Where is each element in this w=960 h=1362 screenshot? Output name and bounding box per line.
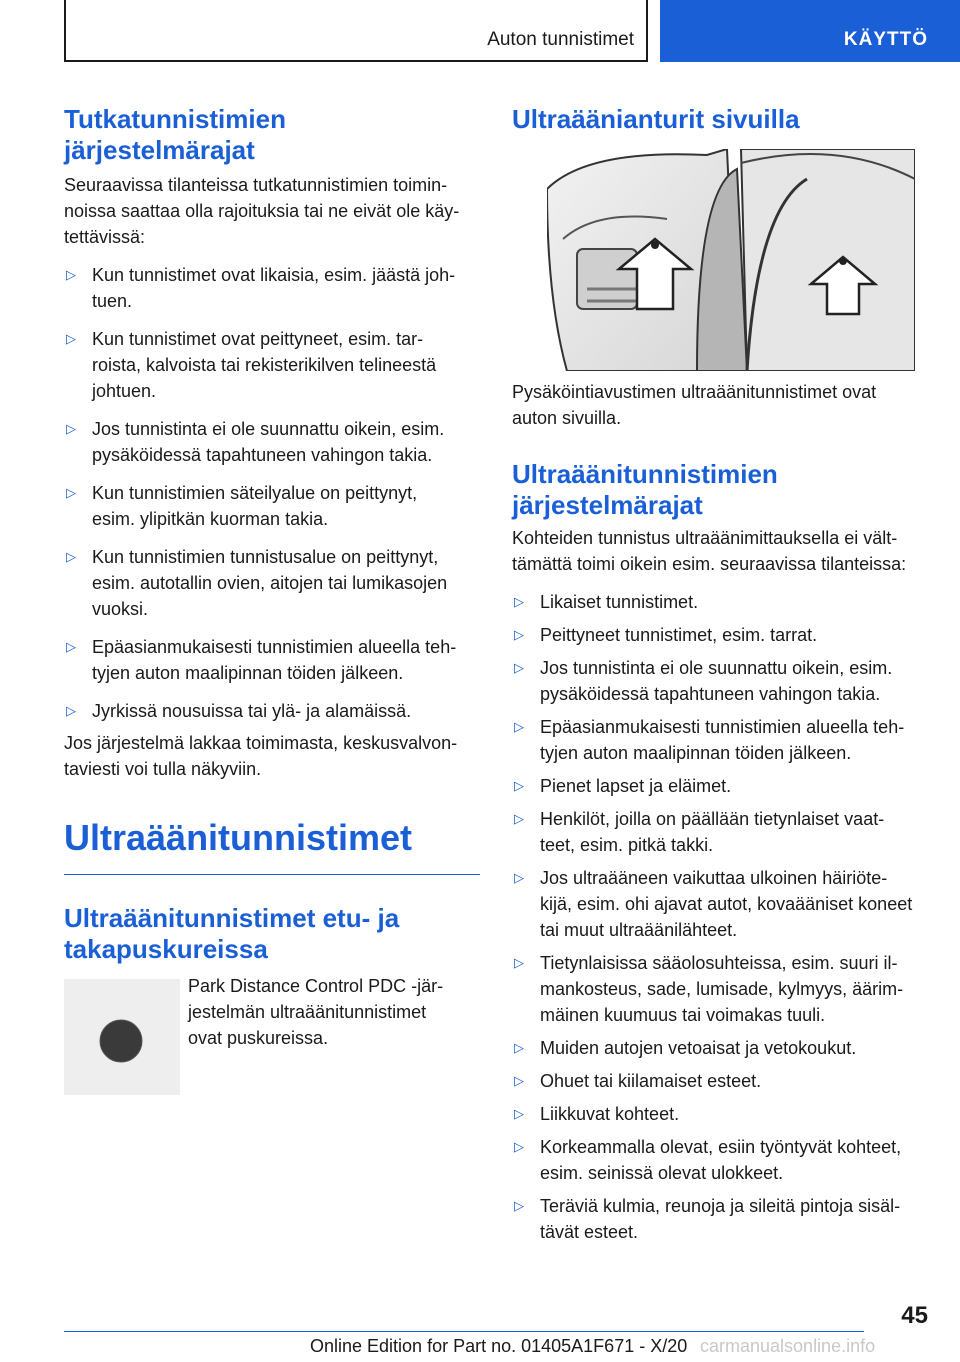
list-item-text: Jos ultraääneen vaikuttaa ulkoinen häiriöte- — [540, 868, 888, 888]
list-item — [512, 1134, 928, 1186]
list-item-text: vuoksi. — [92, 599, 149, 619]
header-section-box — [64, 0, 648, 62]
list-item-text: Epäasianmukaisesti tunnistimien alueella teh- — [540, 717, 905, 737]
caption-line: Pysäköintiavustimen ultraäänitunnistimet ovat — [512, 382, 877, 402]
list-item-text: teet, esim. pitkä takki. — [540, 835, 714, 855]
list-item-text: tuen. — [92, 291, 133, 311]
list-item-text: pysäköidessä tapahtuneen vahingon takia. — [92, 445, 433, 465]
header-section-title: Auton tunnistimet — [487, 29, 634, 50]
list-item — [64, 698, 480, 724]
list-item-text: tyjen auton maalipinnan töiden jälkeen. — [540, 743, 852, 763]
list-item — [64, 262, 480, 314]
right-column — [512, 104, 928, 1245]
list-item-text: Henkilöt, joilla on päällään tietynlaiset vaat- — [540, 809, 885, 829]
list-item-text: esim. ylipitkän kuorman takia. — [92, 509, 329, 529]
bumper-sensors-heading-line2: takapuskureissa — [64, 934, 268, 964]
ultrasonic-limits-list — [512, 589, 928, 1245]
list-item — [512, 714, 928, 766]
side-sensors-heading: Ultraäänianturit sivuilla — [512, 104, 800, 134]
bumper-sensor-text — [188, 973, 488, 1051]
list-item — [512, 865, 928, 943]
list-item-text: Teräviä kulmia, reunoja ja sileitä pintoja sisäl- — [540, 1196, 901, 1216]
list-item — [64, 634, 480, 686]
list-item-text: Kun tunnistimien tunnistusalue on peittynyt, — [92, 547, 439, 567]
list-item — [512, 1193, 928, 1245]
sensor-image — [64, 979, 180, 1095]
radar-intro — [64, 172, 480, 250]
list-item-text: Peittyneet tunnistimet, esim. tarrat. — [540, 625, 818, 645]
triangle-bullet-icon: ▷ — [66, 267, 76, 282]
triangle-bullet-icon: ▷ — [66, 703, 76, 718]
radar-intro-line: Seuraavissa tilanteissa tutkatunnistimien toimin- — [64, 175, 448, 195]
list-item — [64, 326, 480, 404]
bumper-sensors-heading-line1: Ultraäänitunnistimet etu- ja — [64, 903, 400, 933]
list-item-text: mäinen kuumuus tai voimakas tuuli. — [540, 1005, 826, 1025]
triangle-bullet-icon: ▷ — [66, 639, 76, 654]
intro-line: Kohteiden tunnistus ultraäänimittauksella ei vält- — [512, 528, 898, 548]
bumper-sensors-heading — [64, 903, 480, 965]
bumper-text-line: Park Distance Control PDC -jär- — [188, 976, 444, 996]
list-item-text: Kun tunnistimet ovat likaisia, esim. jäästä joh- — [92, 265, 456, 285]
list-item — [64, 480, 480, 532]
left-column — [64, 104, 480, 1097]
radar-outro — [64, 730, 480, 782]
list-item — [512, 655, 928, 707]
list-item-text: Muiden autojen vetoaisat ja vetokoukut. — [540, 1038, 857, 1058]
list-item-text: esim. autotallin ovien, aitojen tai lumikasojen — [92, 573, 448, 593]
ultrasonic-limits-heading-line1: Ultraäänitunnistimien — [512, 459, 778, 489]
page-number: 45 — [901, 1302, 928, 1329]
side-sensors-illustration — [547, 149, 915, 371]
triangle-bullet-icon: ▷ — [514, 870, 524, 885]
radar-limits-heading — [64, 104, 480, 166]
list-item — [512, 806, 928, 858]
list-item-text: Kun tunnistimien säteilyalue on peittynyt, — [92, 483, 418, 503]
triangle-bullet-icon: ▷ — [514, 1073, 524, 1088]
triangle-bullet-icon: ▷ — [514, 778, 524, 793]
list-item-text: Jos tunnistinta ei ole suunnattu oikein, esim. — [92, 419, 445, 439]
caption-line: auton sivuilla. — [512, 408, 622, 428]
list-item-text: roista, kalvoista tai rekisterikilven telineestä — [92, 355, 437, 375]
footer-watermark[interactable]: carmanualsonline.info — [700, 1336, 876, 1356]
triangle-bullet-icon: ▷ — [514, 811, 524, 826]
triangle-bullet-icon: ▷ — [66, 549, 76, 564]
list-item-text: Jyrkissä nousuissa tai ylä- ja alamäissä. — [92, 701, 412, 721]
ultrasonic-limits-intro — [512, 525, 928, 577]
triangle-bullet-icon: ▷ — [514, 719, 524, 734]
list-item-text: Ohuet tai kiilamaiset esteet. — [540, 1071, 762, 1091]
list-item — [512, 773, 928, 799]
radar-limits-heading-line1: Tutkatunnistimien — [64, 104, 286, 134]
list-item-text: tyjen auton maalipinnan töiden jälkeen. — [92, 663, 404, 683]
list-item-text: Liikkuvat kohteet. — [540, 1104, 680, 1124]
radar-limits-list — [64, 262, 480, 724]
list-item-text: mankosteus, sade, lumisade, kylmyys, äärim- — [540, 979, 904, 999]
heading-divider — [64, 874, 480, 875]
list-item-text: Tietynlaisissa sääolosuhteissa, esim. suuri il- — [540, 953, 898, 973]
triangle-bullet-icon: ▷ — [514, 627, 524, 642]
triangle-bullet-icon: ▷ — [514, 1106, 524, 1121]
bumper-text-line: jestelmän ultraäänitunnistimet — [188, 1002, 427, 1022]
list-item-text: Pienet lapset ja eläimet. — [540, 776, 732, 796]
triangle-bullet-icon: ▷ — [66, 485, 76, 500]
header-chapter-tab[interactable] — [660, 0, 960, 62]
triangle-bullet-icon: ▷ — [66, 331, 76, 346]
footer-edition: Online Edition for Part no. 01405A1F671 - X/20 — [310, 1336, 688, 1356]
list-item-text: Korkeammalla olevat, esiin työntyvät kohteet, — [540, 1137, 902, 1157]
triangle-bullet-icon: ▷ — [514, 660, 524, 675]
triangle-bullet-icon: ▷ — [514, 1198, 524, 1213]
triangle-bullet-icon: ▷ — [514, 1040, 524, 1055]
radar-outro-line: taviesti voi tulla näkyviin. — [64, 759, 262, 779]
header-chapter-label: KÄYTTÖ — [843, 29, 928, 50]
car-side-sensors-picture — [547, 149, 915, 371]
ultrasonic-sensors-heading: Ultraäänitunnistimet — [64, 817, 413, 858]
list-item — [512, 1101, 928, 1127]
list-item-text: Kun tunnistimet ovat peittyneet, esim. tar- — [92, 329, 424, 349]
list-item — [64, 416, 480, 468]
radar-limits-heading-line2: järjestelmärajat — [64, 135, 255, 165]
list-item-text: Jos tunnistinta ei ole suunnattu oikein, esim. — [540, 658, 893, 678]
ultrasonic-limits-heading — [512, 459, 928, 521]
list-item-text: tävät esteet. — [540, 1222, 639, 1242]
bumper-sensor-block — [64, 976, 480, 1097]
list-item — [512, 1068, 928, 1094]
ultrasonic-limits-heading-line2: järjestelmärajat — [512, 490, 703, 520]
radar-outro-line: Jos järjestelmä lakkaa toimimasta, keskusvalvon- — [64, 733, 458, 753]
list-item-text: kijä, esim. ohi ajavat autot, kovaääniset koneet — [540, 894, 913, 914]
radar-intro-line: noissa saattaa olla rajoituksia tai ne eivät ole käy- — [64, 201, 460, 221]
triangle-bullet-icon: ▷ — [514, 955, 524, 970]
list-item — [64, 544, 480, 622]
footer-divider — [64, 1331, 864, 1332]
list-item-text: johtuen. — [92, 381, 157, 401]
side-sensors-caption — [512, 379, 928, 431]
list-item-text: esim. seinissä olevat ulokkeet. — [540, 1163, 784, 1183]
list-item — [512, 622, 928, 648]
list-item-text: Likaiset tunnistimet. — [540, 592, 699, 612]
list-item — [512, 950, 928, 1028]
bumper-sensor-icon — [64, 979, 180, 1095]
triangle-bullet-icon: ▷ — [66, 421, 76, 436]
list-item — [512, 1035, 928, 1061]
list-item-text: tai muut ultraäänilähteet. — [540, 920, 738, 940]
triangle-bullet-icon: ▷ — [514, 1139, 524, 1154]
bumper-text-line: ovat puskureissa. — [188, 1028, 329, 1048]
intro-line: tämättä toimi oikein esim. seuraavissa tilanteissa: — [512, 554, 907, 574]
triangle-bullet-icon: ▷ — [514, 594, 524, 609]
list-item — [512, 589, 928, 615]
list-item-text: Epäasianmukaisesti tunnistimien alueella teh- — [92, 637, 457, 657]
radar-intro-line: tettävissä: — [64, 227, 146, 247]
list-item-text: pysäköidessä tapahtuneen vahingon takia. — [540, 684, 881, 704]
